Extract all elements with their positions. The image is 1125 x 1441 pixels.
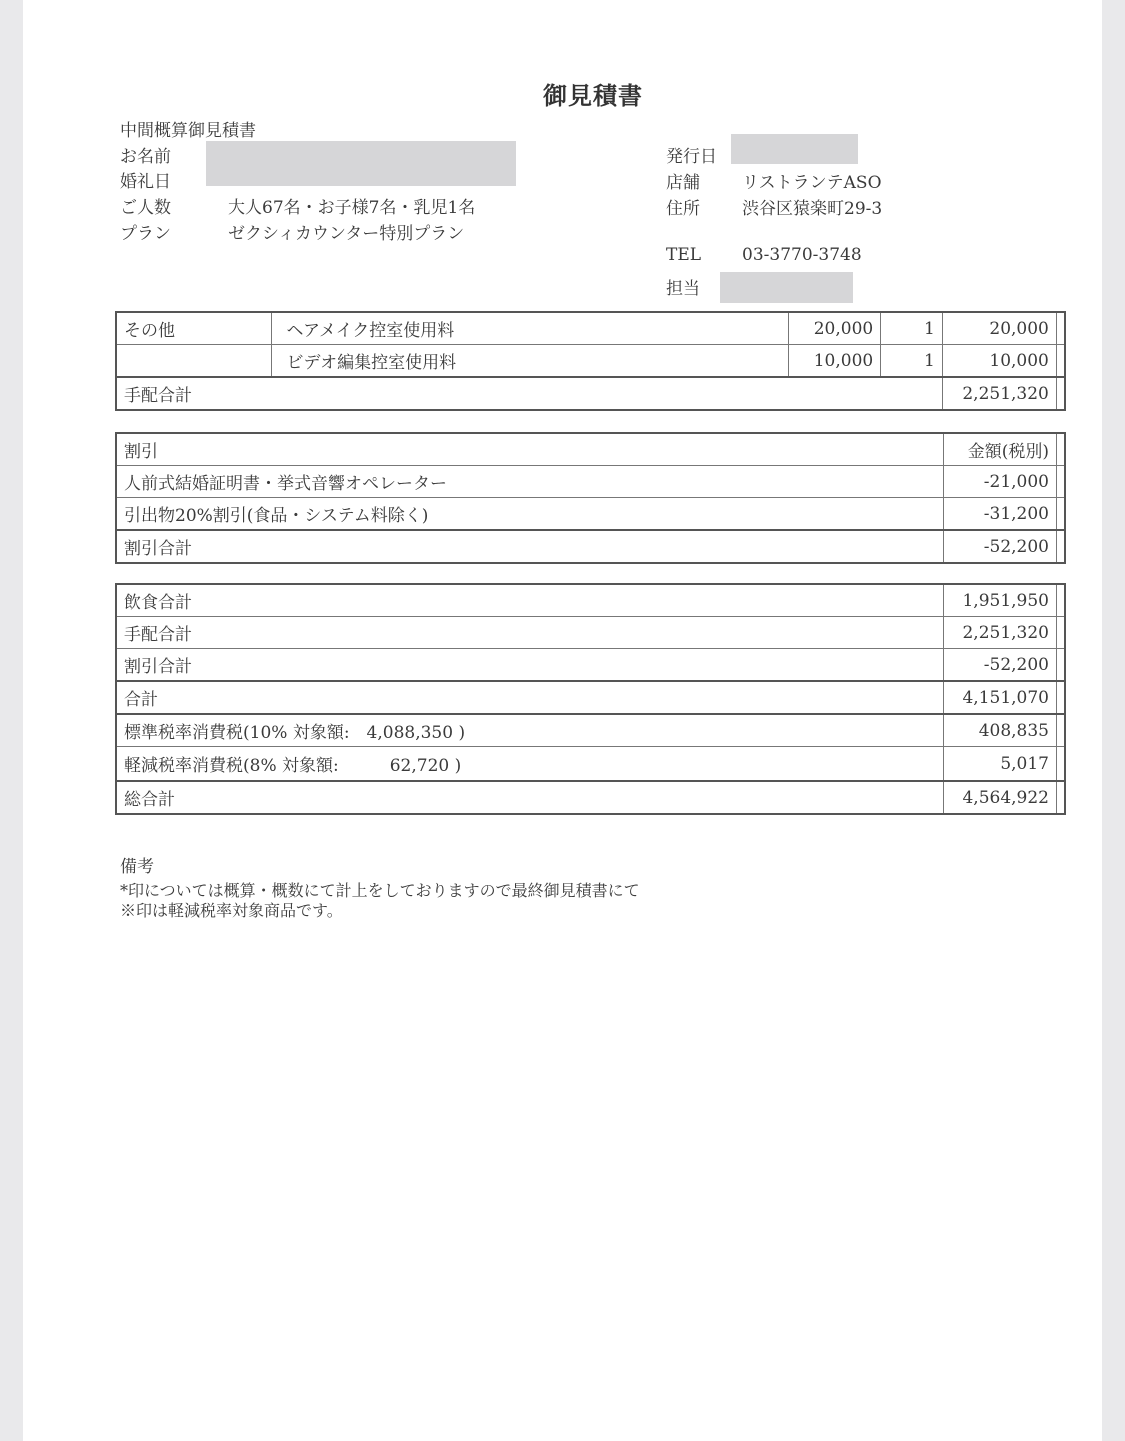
redacted-issue-date [731,134,858,164]
tel-label: TEL [666,245,702,265]
discount-total-value: -52,200 [944,530,1057,563]
grand-total-label: 総合計 [116,781,944,814]
unit-price-cell: 20,000 [789,312,881,345]
discount-table [115,432,1066,564]
table-row [116,714,1065,747]
discount-item-label: 引出物20%割引(食品・システム料除く) [116,498,944,531]
discount-header-label: 割引 [116,433,944,466]
grand-total-value: 4,564,922 [944,781,1057,814]
item-cell: ヘアメイク控室使用料 [272,312,789,345]
notes-label: 備考 [120,857,154,877]
table-row [116,649,1065,682]
category-cell [116,345,272,378]
category-cell: その他 [116,312,272,345]
table-row [116,433,1065,466]
discount-total-label: 割引合計 [116,649,944,682]
blank-cell [1056,377,1065,410]
amount-cell: 20,000 [942,312,1056,345]
arrangement-total-value: 2,251,320 [942,377,1056,410]
blank-cell [1057,584,1066,617]
amount-cell: 10,000 [942,345,1056,378]
guests-value: 大人67名・お子様7名・乳児1名 [228,198,476,218]
table-row [116,781,1065,814]
address-label: 住所 [666,199,700,219]
blank-cell [1057,466,1066,498]
standard-tax-value: 408,835 [944,714,1057,747]
arrangement-total-label: 手配合計 [116,617,944,649]
item-cell: ビデオ編集控室使用料 [272,345,789,378]
table-row [116,466,1065,498]
qty-cell: 1 [881,312,943,345]
arrangement-total-value: 2,251,320 [944,617,1057,649]
plan-value: ゼクシィカウンター特別プラン [228,224,465,244]
discount-header-amount: 金額(税別) [944,433,1057,466]
tel-value: 03-3770-3748 [742,245,862,265]
table-row [116,498,1065,531]
redacted-name-date [206,141,516,186]
document-title: 御見積書 [543,81,643,110]
arrangement-table [115,311,1066,411]
table-row [116,530,1065,563]
reduced-tax-label: 軽減税率消費税(8% 対象額: 62,720 ) [116,747,944,782]
arrangement-total-label: 手配合計 [116,377,942,410]
blank-cell [1057,498,1066,531]
reduced-tax-value: 5,017 [944,747,1057,782]
unit-price-cell: 10,000 [789,345,881,378]
blank-cell [1056,345,1065,378]
blank-cell [1057,747,1066,782]
table-row [116,681,1065,714]
blank-cell [1056,312,1065,345]
table-row [116,584,1065,617]
discount-item-label: 人前式結婚証明書・挙式音響オペレーター [116,466,944,498]
blank-cell [1057,433,1066,466]
store-value: リストランテASO [742,173,882,193]
issue-date-label: 発行日 [666,147,717,167]
plan-label: プラン [120,224,171,244]
store-label: 店舗 [666,173,700,193]
guests-label: ご人数 [120,198,171,218]
food-total-value: 1,951,950 [944,584,1057,617]
redacted-staff [720,272,853,303]
summary-table [115,583,1066,815]
subtotal-label: 合計 [116,681,944,714]
staff-label: 担当 [666,279,700,299]
standard-tax-label: 標準税率消費税(10% 対象額: 4,088,350 ) [116,714,944,747]
notes-line-2: ※印は軽減税率対象商品です。 [120,901,343,920]
blank-cell [1057,649,1066,682]
discount-total-value: -52,200 [944,649,1057,682]
blank-cell [1057,681,1066,714]
table-row [116,312,1065,345]
blank-cell [1057,530,1066,563]
discount-item-amount: -21,000 [944,466,1057,498]
blank-cell [1057,617,1066,649]
document-subtitle: 中間概算御見積書 [120,121,256,141]
food-total-label: 飲食合計 [116,584,944,617]
table-row [116,617,1065,649]
discount-item-amount: -31,200 [944,498,1057,531]
subtotal-value: 4,151,070 [944,681,1057,714]
name-label: お名前 [120,147,171,167]
discount-total-label: 割引合計 [116,530,944,563]
table-row [116,377,1065,410]
notes-line-1: *印については概算・概数にて計上をしておりますので最終御見積書にて [120,881,640,900]
qty-cell: 1 [881,345,943,378]
table-row [116,747,1065,782]
blank-cell [1057,781,1066,814]
blank-cell [1057,714,1066,747]
wedding-date-label: 婚礼日 [120,172,171,192]
address-value: 渋谷区猿楽町29-3 [742,199,883,219]
table-row [116,345,1065,378]
